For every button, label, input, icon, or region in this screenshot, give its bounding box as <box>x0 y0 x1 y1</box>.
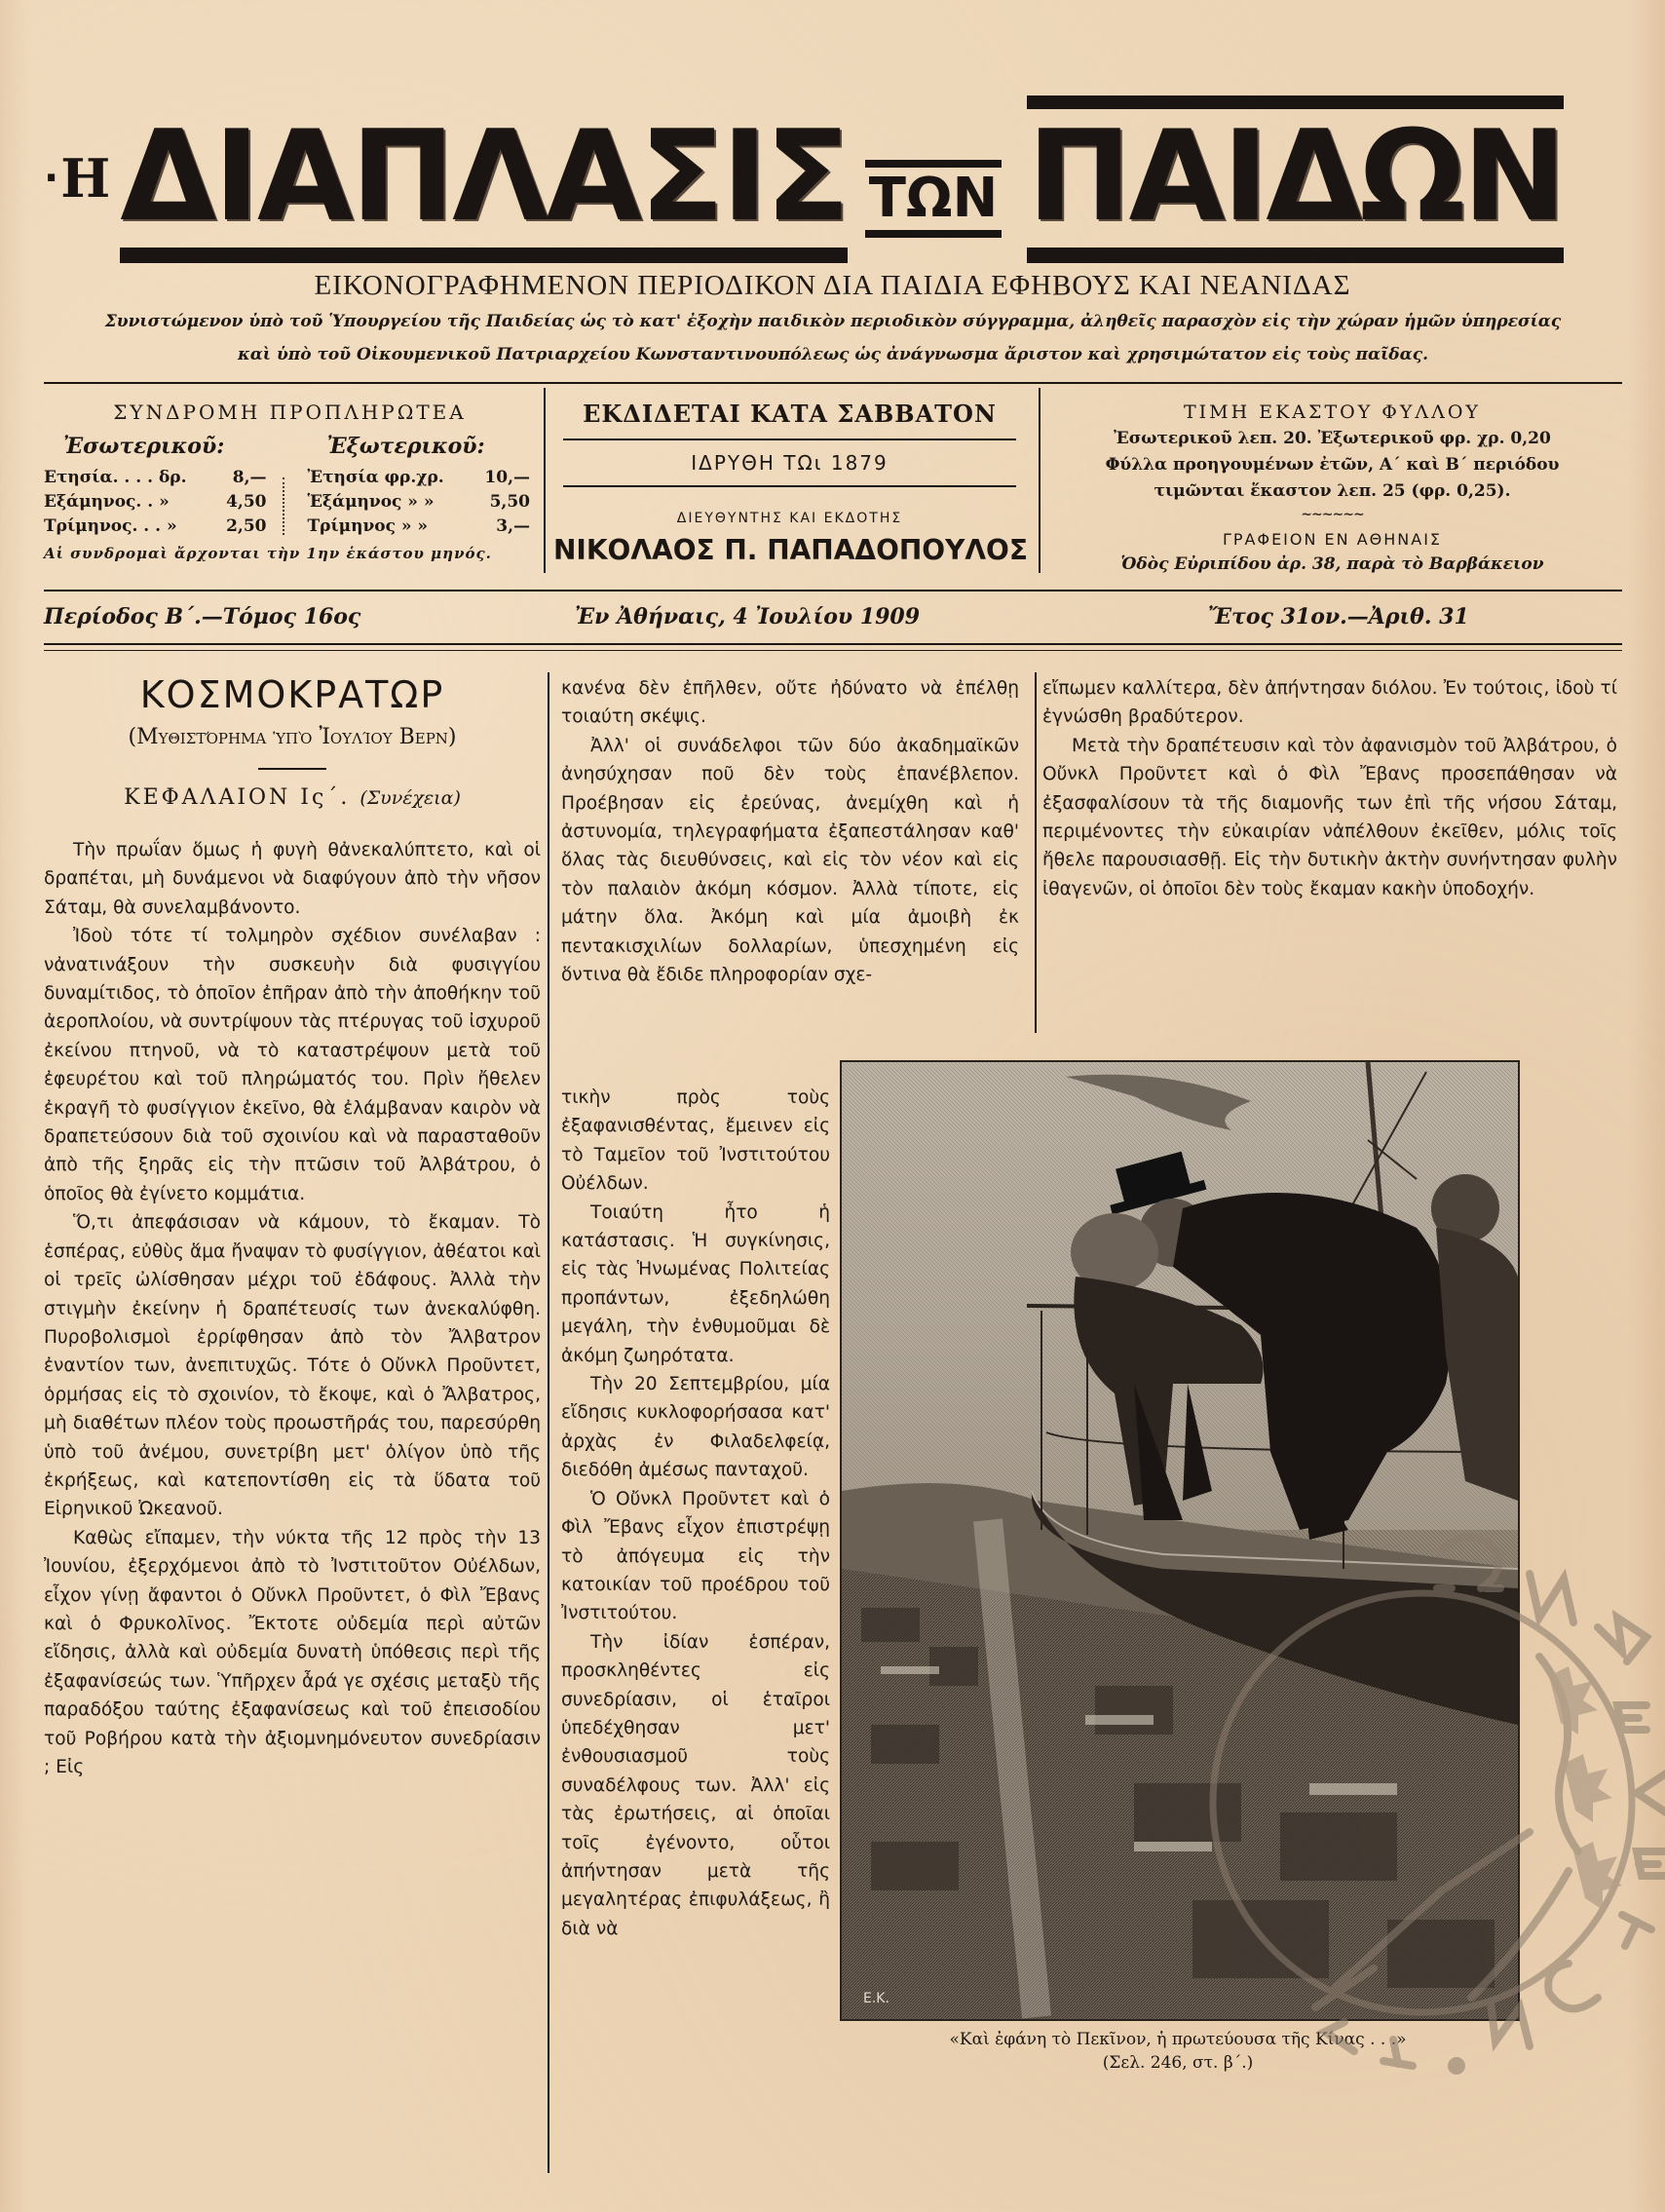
row-price: 8,— <box>232 468 267 487</box>
row-label: Τρίμηνος. . . » <box>44 516 177 536</box>
foreign-heading: Ἐξωτερικοῦ: <box>326 434 485 459</box>
paragraph: Ὁ Οὔνκλ Προῦντετ καὶ ὁ Φὶλ Ἔβανς εἶχον ἐπιστρέψῃ τὸ ἀπόγευμα εἰς τὴν κατοικίαν τοῦ προέδρου τοῦ Ἰνστιτούτου. <box>561 1488 830 1624</box>
article-column-1 <box>44 836 541 1781</box>
illustration-engraving <box>840 1060 1520 2021</box>
row-price: 2,50 <box>226 516 267 536</box>
row-price: 3,— <box>496 516 530 536</box>
paragraph: εἴπωμεν καλλίτερα, δὲν ἀπήντησαν διόλου. Ἐν τούτοις, ἰδοὺ τί ἐγνώσθη βραδύτερον. <box>1042 678 1617 728</box>
row-label: Ετησία. . . . δρ. <box>44 468 187 487</box>
issue-date: Ἐν Ἀθήναις, 4 Ἰουλίου 1909 <box>575 604 921 629</box>
article-column-3 <box>1042 674 1617 903</box>
issue-number: Ἔτος 31ον.—Ἀριθ. 31 <box>1208 604 1469 629</box>
box-divider-right <box>1039 388 1041 573</box>
column-divider-1 <box>548 672 549 2173</box>
publication-schedule: ΕΚΔΙΔΕΤΑΙ ΚΑΤΑ ΣΑΒΒΑΤΟΝ <box>583 400 997 428</box>
masthead-underline <box>120 104 848 263</box>
publication-rule <box>563 485 1016 487</box>
paragraph: Τὴν 20 Σεπτεμβρίου, μία εἴδησις κυκλοφορήσασα κατ' ἀρχὰς ἐν Φιλαδελφείᾳ, διεδόθη ἀμέσως πανταχοῦ. <box>561 1374 830 1481</box>
illustration-caption: «Καὶ ἐφάνη τὸ Πεκῖνον, ἡ πρωτεύουσα τῆς Κίνας . . .» <box>949 2030 1407 2049</box>
wavy-divider <box>283 477 298 535</box>
paragraph: Τοιαύτη ἦτο ἡ κατάστασις. Ἡ συγκίνησις, εἰς τὰς Ἡνωμένας Πολιτείας προπάντων, ἐξεδηλώθη μεγάλη, τὴν ἐνθυμοῦμαι δὲ ἀκόμη ζωηρότατα. <box>561 1201 830 1366</box>
article-subtitle: (Μυθιστόρημα ὑπὸ Ἰουλίου Βερν) <box>128 725 457 749</box>
article-chapter <box>44 782 541 815</box>
issue-period: Περίοδος Β΄.—Τόμος 16ος <box>44 604 361 629</box>
subscription-title: ΣΥΝΔΡΟΜΗ ΠΡΟΠΛΗΡΩΤΕΑ <box>113 400 467 424</box>
column-divider-2 <box>1035 672 1037 1033</box>
box-divider-left <box>544 388 546 573</box>
article-column-2-bottom <box>561 1084 830 1943</box>
domestic-row <box>44 466 273 490</box>
domestic-row <box>44 490 273 515</box>
paragraph: Ἰδοὺ τότε τί τολμηρὸν σχέδιον συνέλαβαν : νἀνατινάξουν τὴν συσκευὴν διὰ φυσιγγίου δυναμίτιδος, τὸ ὁποῖον ἐπῆραν ἀπὸ τὴν ἀποθήκην τοῦ ἀεροπλοίου, νὰ συντρίψουν τὰς πτέρυγας τοῦ ἰσχυροῦ ἐκείνου πτηνοῦ, νὰ τὸ καταστρέψουν μετὰ τοῦ ἐφευρέτου καὶ τοῦ πληρώματός του. Πρὶν ἤθελεν ἐκραγῆ τὸ φυσίγγιον ἐκεῖνο, θὰ ἐλάμβαναν καιρὸν νὰ δραπετεύσουν διὰ τοῦ σχοινίου καὶ νὰ παρασταθοῦν ἀπὸ τῆς ξηρᾶς εἰς τὴν πτῶσιν τοῦ Ἀλβάτρου, ὁ ὁποῖος θὰ ἐγίνετο κομμάτια. <box>44 926 541 1204</box>
illustration-reference: (Σελ. 246, στ. β΄.) <box>1102 2053 1254 2073</box>
row-price: 5,50 <box>489 492 530 512</box>
masthead-article: Η <box>60 146 111 210</box>
endorsement-line-2: καὶ ὑπὸ τοῦ Οἰκουμενικοῦ Πατριαρχείου Κωνσταντινουπόλεως ὡς ἀνάγνωσμα ἄριστον καὶ χρησιμώτατον εἰς τοὺς παῖδας. <box>237 345 1429 364</box>
article-column-2-top <box>561 674 1019 989</box>
chapter-number: ΚΕΦΑΛΑΙΟΝ Ις΄. <box>124 785 351 810</box>
magazine-subtitle: ΕΙΚΟΝΟΓΡΑΦΗΜΕΝΟΝ ΠΕΡΙΟΔΙΚΟΝ ΔΙΑ ΠΑΙΔΙΑ ΕΦΗΒΟΥΣ ΚΑΙ ΝΕΑΝΙΔΑΣ <box>314 270 1351 301</box>
paragraph: Τὴν ἰδίαν ἑσπέραν, προσκληθέντες εἰς συνεδρίασιν, οἱ ἑταῖροι ὑπεδέχθησαν μετ' ἐνθουσιασμοῦ τοὺς συναδέλφους των. Ἀλλ' εἰς τὰς ἐρωτήσεις, αἱ ὁποῖαι τοῖς ἐγένοντο, οὗτοι ἀπήντησαν μετὰ τῆς μεγαλητέρας ἐπιφυλάξεως, ἢ διὰ νὰ <box>561 1631 830 1939</box>
paragraph: Καθὼς εἴπαμεν, τὴν νύκτα τῆς 12 πρὸς τὴν 13 Ἰουνίου, ἐξερχόμενοι ἀπὸ τὸ Ἰνστιτοῦτον Οὐέλδων, εἶχον γίνῃ ἄφαντοι ὁ Οὔνκλ Προῦντετ, ὁ Φὶλ Ἔβανς καὶ ὁ Φρυκολῖνος. Ἔκτοτε οὐδεμία περὶ αὐτῶν εἴδησις, ἀλλὰ καὶ οὐδεμία δυνατὴ ὑπόθεσις περὶ τῆς ἐξαφανίσεώς των. Ὑπῆρχεν ἆρά γε σχέσις μεταξὺ τῆς παραδόξου ταύτης ἐξαφανίσεως καὶ τοῦ ἐπεισοδίου τοῦ Ροβήρου κατὰ τὴν ἀξιομνημόνευτον συνεδρίασιν ; Εἰς <box>44 1527 541 1777</box>
paragraph: τικὴν πρὸς τοὺς ἐξαφανισθέντας, ἔμεινεν εἰς τὸ Ταμεῖον τοῦ Ἰνστιτούτου Οὐέλδων. <box>561 1087 830 1195</box>
endorsement-line-1: Συνιστώμενον ὑπὸ τοῦ Ὑπουργείου τῆς Παιδείας ὡς τὸ κατ' ἐξοχὴν παιδικὸν περιοδικὸν σύγγραμμα, ἀληθεῖς παρασχὸν εἰς τὴν χώραν ἡμῶν ὑπηρεσίας <box>104 312 1562 331</box>
publication-founded: ΙΔΡΥΘΗ ΤΩι 1879 <box>691 451 889 475</box>
subscription-box <box>44 400 536 564</box>
foreign-row <box>308 466 537 490</box>
issue-rule-bottom <box>44 643 1622 645</box>
subscription-domestic <box>44 433 273 539</box>
masthead <box>44 93 1565 263</box>
masthead-dot: · <box>44 155 59 201</box>
article-title: ΚΟΣΜΟΚΡΑΤΩΡ <box>139 673 445 716</box>
foreign-row <box>308 515 537 539</box>
publication-rule <box>563 439 1016 440</box>
header-rule <box>44 382 1622 384</box>
masthead-title-small: ΤΩΝ <box>865 160 1003 238</box>
engraving-drawing <box>842 1062 1518 2019</box>
issue-rule-top <box>44 590 1622 591</box>
paragraph: Ἀλλ' οἱ συνάδελφοι τῶν δύο ἀκαδημαϊκῶν ἀνησύχησαν ποῦ δὲν τοὺς ἐπανέβλεπον. Προέβησαν εἰς ἐρεύνας, ἀνεμίχθη καὶ ἡ ἀστυνομία, τηλεγραφήματα ἐξαπεστάλησαν καθ' ὅλας τὰς διευθύνσεις, καὶ εἰς τὸν νέον καὶ εἰς τὸν παλαιὸν ἀκόμη κόσμον. Ἀλλὰ τίποτε, εἰς μάτην ὅλα. Ἀκόμη καὶ μία ἀμοιβὴ ἐκ πεντακισχιλίων δολλαρίων, ὑπεσχημένη εἰς ὅντινα θὰ ἔδιδε πληροφορίαν σχε- <box>561 735 1019 986</box>
row-price: 10,— <box>484 468 530 487</box>
paragraph: κανένα δὲν ἐπῆλθεν, οὔτε ἠδύνατο νὰ ἐπέλθῃ τοιαύτη σκέψις. <box>561 678 1019 728</box>
pricing-line-1: Ἐσωτερικοῦ λεπ. 20. Ἐξωτερικοῦ φρ. χρ. 0,20 <box>1114 429 1551 448</box>
pricing-box <box>1042 400 1622 576</box>
issue-rule-bottom-2 <box>44 650 1622 651</box>
editor-name: ΝΙΚΟΛΑΟΣ Π. ΠΑΠΑΔΟΠΟΥΛΟΣ <box>553 534 1028 566</box>
editor-role: ΔΙΕΥΘΥΝΤΗΣ ΚΑΙ ΕΚΔΟΤΗΣ <box>676 511 903 526</box>
subscription-note: Αἱ συνδρομαὶ ἄρχονται τὴν 1ην ἑκάστου μηνός. <box>44 545 492 562</box>
paragraph: Τὴν πρωΐαν ὅμως ἡ φυγὴ θἀνεκαλύπτετο, καὶ οἱ δραπέται, μὴ δυνάμενοι νὰ διαφύγουν ἀπὸ τὴν νῆσον Σάταμ, θὰ συνελαμβάνοντο. <box>44 840 541 918</box>
subscription-foreign <box>308 433 537 539</box>
row-label: Ἑξάμηνος » » <box>307 492 435 512</box>
foreign-row <box>308 490 537 515</box>
illustration-signature: E.K. <box>863 1991 889 2006</box>
domestic-heading: Ἐσωτερικοῦ: <box>63 434 225 459</box>
masthead-overline <box>1027 95 1564 263</box>
pricing-line-2: Φύλλα προηγουμένων ἐτῶν, Α΄ καὶ Β΄ περιόδου <box>1105 455 1560 475</box>
domestic-row <box>44 515 273 539</box>
office-title: ΓΡΑΦΕΙΟΝ ΕΝ ΑΘΗΝΑΙΣ <box>1222 530 1443 549</box>
row-label: Τρίμηνος » » <box>307 516 429 536</box>
pricing-title: ΤΙΜΗ ΕΚΑΣΤΟΥ ΦΥΛΛΟΥ <box>1184 401 1481 423</box>
pricing-line-3: τιμῶνται ἕκαστον λεπ. 25 (φρ. 0,25). <box>1154 481 1511 501</box>
article-title-rule <box>258 768 326 770</box>
issue-line <box>44 602 1622 635</box>
pricing-divider: ~~~~~~ <box>1301 507 1364 522</box>
office-address: Ὁδὸς Εὐριπίδου ἀρ. 38, παρὰ τὸ Βαρβάκειον <box>1120 554 1544 574</box>
paragraph: Ὅ,τι ἀπεφάσισαν νὰ κάμουν, τὸ ἔκαμαν. Τὸ ἑσπέρας, εὐθὺς ἅμα ἤναψαν τὸ φυσίγγιον, ἀθέατοι καὶ οἱ τρεῖς ὠλίσθησαν μέχρι τοῦ ἐδάφους. Ἀλλὰ τὴν στιγμὴν ἐκείνην ἡ δραπέτευσίς των ἀνεκαλύφθη. Πυροβολισμοὶ ἐρρίφθησαν ἀπὸ τὸν Ἄλβατρον ἐναντίον των, ἀνεπιτυχῶς. Τότε ὁ Οὔνκλ Προῦντετ, ὁρμήσας εἰς τὸ σχοινίον, τὸ ἔκοψε, καὶ ὁ Ἄλβατρος, μὴ διαθέτων πλέον τοὺς προωστῆράς του, παρεσύρθη ὑπὸ τοῦ ἀνέμου, συνετρίβη μετ' ὀλίγον ὑπὸ τῆς ἐκρήξεως, καὶ κατεποντίσθη εἰς τὰ ὕδατα τοῦ Εἰρηνικοῦ Ὠκεανοῦ. <box>44 1212 541 1520</box>
chapter-note: (Συνέχεια) <box>359 787 461 809</box>
masthead-title-main: ΔΙΑΠΛΑΣΙΣ <box>120 104 848 249</box>
row-label: Εξάμηνος. . » <box>44 492 170 512</box>
paragraph: Μετὰ τὴν δραπέτευσιν καὶ τὸν ἀφανισμὸν τοῦ Ἀλβάτρου, ὁ Οὔνκλ Προῦντετ καὶ ὁ Φὶλ Ἔβανς προσεπάθησαν νὰ ἐξασφαλίσουν τὰ τῆς διαμονῆς των ἐπὶ τῆς νήσου Σάταμ, περιμένοντες τὴν εὐκαιρίαν νἀπέλθουν ἐκεῖθεν, μόλις τοῖς ἤθελε παρουσιασθῇ. Εἰς τὴν δυτικὴν ἀκτὴν συνήντησαν φυλὴν ἰθαγενῶν, οἱ ὁποῖοι δὲν τοὺς ἔκαμαν κακὴν ὑποδοχήν. <box>1042 735 1617 899</box>
masthead-title-end: ΠΑΙΔΩΝ <box>1027 104 1565 249</box>
row-label: Ἐτησία φρ.χρ. <box>307 468 444 487</box>
row-price: 4,50 <box>226 492 267 512</box>
publication-box <box>553 400 1026 567</box>
